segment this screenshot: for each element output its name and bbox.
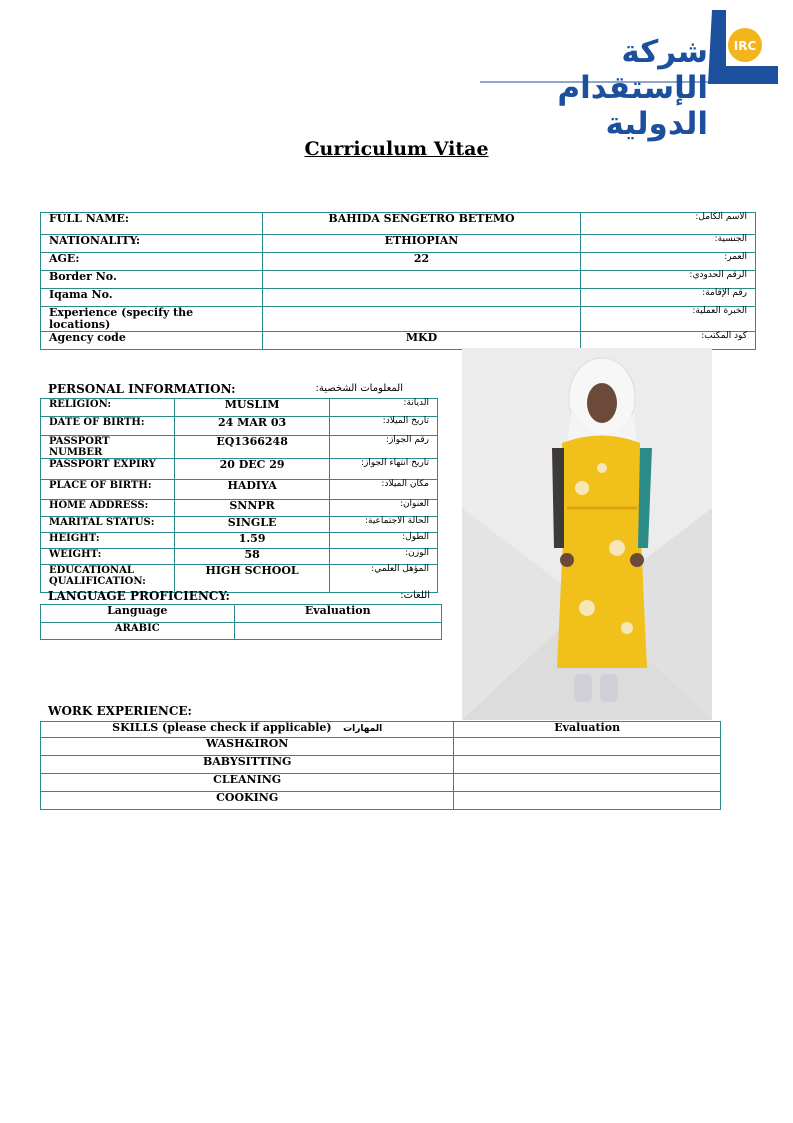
personal-info-label: WEIGHT: <box>41 549 175 565</box>
identity-value <box>262 289 581 307</box>
personal-info-label: EDUCATIONAL QUALIFICATION: <box>41 565 175 593</box>
personal-info-row <box>41 500 438 517</box>
language-header-row <box>41 605 442 623</box>
company-logo <box>480 8 782 142</box>
identity-value <box>262 307 581 332</box>
identity-value: BAHIDA SENGETRO BETEMO <box>262 213 581 235</box>
personal-info-value: HADIYA <box>174 480 330 500</box>
personal-info-value: EQ1366248 <box>174 436 330 459</box>
skill-row <box>41 738 721 756</box>
personal-info-row <box>41 436 438 459</box>
personal-info-value: 20 DEC 29 <box>174 459 330 480</box>
personal-info-arabic-label: الديانة: <box>330 399 438 417</box>
identity-arabic-label: الاسم الكامل: <box>581 213 756 235</box>
skill-evaluation[interactable] <box>454 774 721 792</box>
evaluation-col-header: Evaluation <box>234 605 441 623</box>
personal-info-arabic-label: الحالة الاجتماعية: <box>330 517 438 533</box>
skill-name: WASH&IRON <box>41 738 454 756</box>
skill-row <box>41 756 721 774</box>
personal-info-row <box>41 417 438 436</box>
personal-info-label: PLACE OF BIRTH: <box>41 480 175 500</box>
skills-header-row <box>41 722 721 738</box>
personal-info-row <box>41 399 438 417</box>
personal-info-label: PASSPORT EXPIRY <box>41 459 175 480</box>
identity-arabic-label: الجنسية: <box>581 235 756 253</box>
identity-row <box>41 289 756 307</box>
personal-info-row <box>41 517 438 533</box>
identity-row <box>41 235 756 253</box>
personal-info-label: DATE OF BIRTH: <box>41 417 175 436</box>
personal-info-arabic-label: رقم الجواز: <box>330 436 438 459</box>
skill-name: BABYSITTING <box>41 756 454 774</box>
skill-evaluation[interactable] <box>454 756 721 774</box>
skill-evaluation[interactable] <box>454 792 721 810</box>
skill-row <box>41 792 721 810</box>
identity-label: FULL NAME: <box>41 213 263 235</box>
identity-value <box>262 271 581 289</box>
identity-arabic-label: الخبرة العملية: <box>581 307 756 332</box>
language-col-header: Language <box>41 605 235 623</box>
personal-info-value: SINGLE <box>174 517 330 533</box>
personal-info-arabic-label: الطول: <box>330 533 438 549</box>
logo-badge: IRC <box>733 39 757 53</box>
personal-info-row <box>41 533 438 549</box>
work-experience-heading: WORK EXPERIENCE: <box>48 704 192 718</box>
personal-info-arabic-label: المؤهل العلمي: <box>330 565 438 593</box>
personal-info-value: HIGH SCHOOL <box>174 565 330 593</box>
skill-row <box>41 774 721 792</box>
skills-col-arabic: المهارات <box>343 724 383 734</box>
identity-value: MKD <box>262 332 581 350</box>
personal-info-label: HOME ADDRESS: <box>41 500 175 517</box>
identity-row <box>41 253 756 271</box>
identity-arabic-label: العمر: <box>581 253 756 271</box>
personal-info-row <box>41 480 438 500</box>
page-title: Curriculum Vitae <box>304 138 489 160</box>
personal-info-value: MUSLIM <box>174 399 330 417</box>
personal-info-row <box>41 549 438 565</box>
personal-info-arabic-label: تاريخ الميلاد: <box>330 417 438 436</box>
identity-row <box>41 332 756 350</box>
personal-info-heading-arabic: المعلومات الشخصية: <box>315 383 403 394</box>
skill-evaluation[interactable] <box>454 738 721 756</box>
personal-info-row <box>41 459 438 480</box>
identity-label: AGE: <box>41 253 263 271</box>
personal-info-label: PASSPORT NUMBER <box>41 436 175 459</box>
personal-info-heading: PERSONAL INFORMATION: <box>48 382 236 396</box>
identity-value: ETHIOPIAN <box>262 235 581 253</box>
personal-info-table <box>40 398 438 593</box>
identity-arabic-label: الرقم الحدودي: <box>581 271 756 289</box>
personal-info-label: RELIGION: <box>41 399 175 417</box>
personal-info-value: 24 MAR 03 <box>174 417 330 436</box>
skills-col-label: SKILLS (please check if applicable) <box>112 721 332 734</box>
personal-info-arabic-label: العنوان: <box>330 500 438 517</box>
language-evaluation <box>234 623 441 640</box>
personal-info-label: HEIGHT: <box>41 533 175 549</box>
identity-arabic-label: كود المكتب: <box>581 332 756 350</box>
personal-info-label: MARITAL STATUS: <box>41 517 175 533</box>
identity-row <box>41 213 756 235</box>
skill-name: COOKING <box>41 792 454 810</box>
skill-name: CLEANING <box>41 774 454 792</box>
skills-table <box>40 721 721 810</box>
language-name: ARABIC <box>41 623 235 640</box>
personal-info-arabic-label: الوزن: <box>330 549 438 565</box>
identity-arabic-label: رقم الإقامة: <box>581 289 756 307</box>
personal-info-arabic-label: تاريخ انتهاء الجواز: <box>330 459 438 480</box>
identity-label: Border No. <box>41 271 263 289</box>
language-row <box>41 623 442 640</box>
identity-value: 22 <box>262 253 581 271</box>
identity-label: Experience (specify the locations) <box>41 307 263 332</box>
identity-label: Iqama No. <box>41 289 263 307</box>
identity-row <box>41 307 756 332</box>
personal-info-value: 1.59 <box>174 533 330 549</box>
logo-emblem-icon <box>480 8 782 86</box>
skills-evaluation-col-header: Evaluation <box>454 722 721 738</box>
language-table <box>40 604 442 640</box>
personal-info-arabic-label: مكان الميلاد: <box>330 480 438 500</box>
language-heading-arabic: اللغات: <box>400 590 430 601</box>
logo-arabic-text: شركة الإستقدام الدولية <box>557 34 708 142</box>
identity-label: NATIONALITY: <box>41 235 263 253</box>
identity-table <box>40 212 756 350</box>
skills-col-header <box>41 722 454 738</box>
personal-info-value: 58 <box>174 549 330 565</box>
candidate-photo <box>462 348 712 720</box>
identity-label: Agency code <box>41 332 263 350</box>
identity-row <box>41 271 756 289</box>
personal-info-value: SNNPR <box>174 500 330 517</box>
language-heading: LANGUAGE PROFICIENCY: <box>48 589 230 603</box>
